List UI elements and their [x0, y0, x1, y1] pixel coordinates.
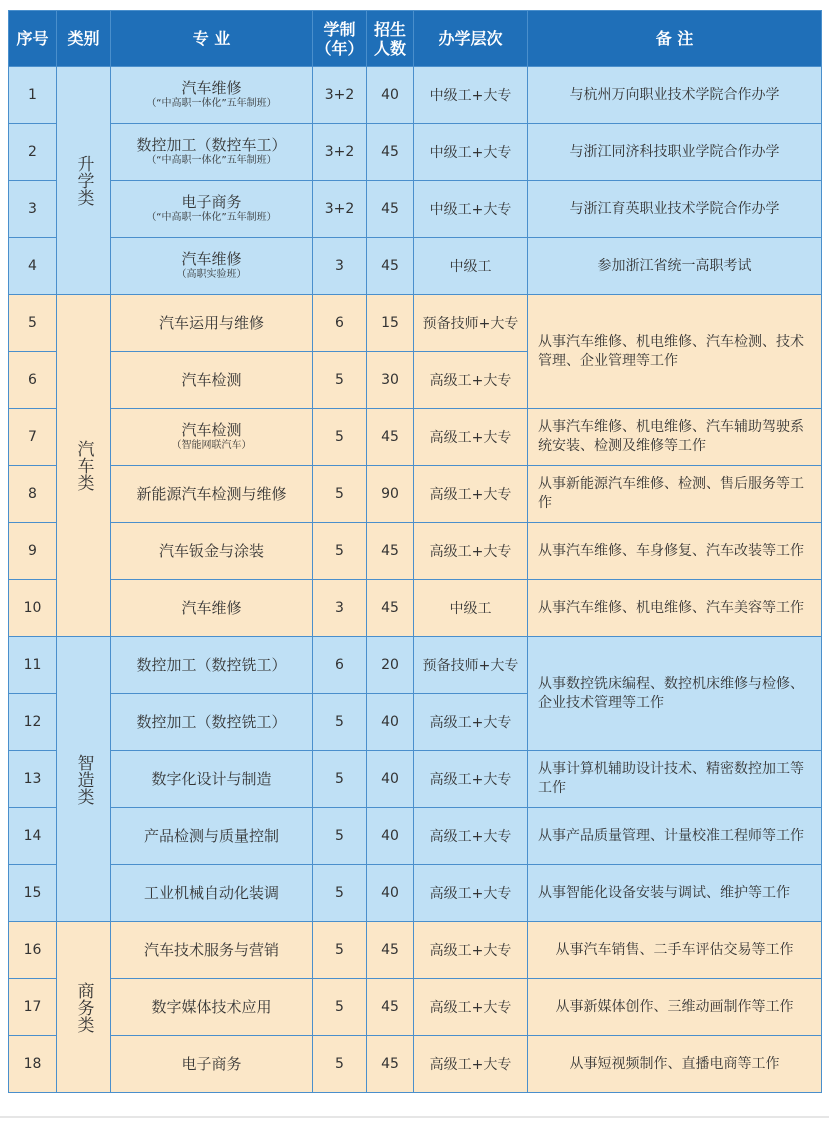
major-name: 数控加工（数控车工）: [136, 136, 287, 154]
row-major: [111, 922, 313, 979]
table-row: [9, 67, 822, 124]
row-index: 12: [9, 694, 57, 751]
row-index: 17: [9, 979, 57, 1036]
major-name: 新能源汽车检测与维修: [136, 485, 287, 503]
row-level: 中级工+大专: [414, 124, 528, 181]
row-enroll: 20: [367, 637, 414, 694]
row-level: 中级工+大专: [414, 181, 528, 238]
row-major: [111, 523, 313, 580]
major-name: 电子商务: [181, 1055, 242, 1073]
row-major: [111, 637, 313, 694]
table-row: [9, 466, 822, 523]
row-index: 6: [9, 352, 57, 409]
row-enroll: 45: [367, 409, 414, 466]
row-enroll: 15: [367, 295, 414, 352]
row-level: 高级工+大专: [414, 922, 528, 979]
row-note: 从事智能化设备安装与调试、维护等工作: [528, 865, 822, 922]
table-row: [9, 979, 822, 1036]
table-row: [9, 523, 822, 580]
row-enroll: 40: [367, 67, 414, 124]
major-name: 汽车维修: [181, 599, 242, 617]
row-years: 5: [313, 808, 367, 865]
row-index: 8: [9, 466, 57, 523]
enrollment-table-container: [8, 10, 821, 1093]
row-major: [111, 409, 313, 466]
row-years: 6: [313, 637, 367, 694]
row-major: [111, 181, 313, 238]
row-level: 高级工+大专: [414, 808, 528, 865]
row-note: 从事汽车维修、机电维修、汽车美容等工作: [528, 580, 822, 637]
row-years: 6: [313, 295, 367, 352]
row-years: 5: [313, 523, 367, 580]
row-index: 13: [9, 751, 57, 808]
row-level: 高级工+大专: [414, 352, 528, 409]
major-name: 汽车维修: [181, 79, 242, 97]
table-row: [9, 865, 822, 922]
header-category: 类别: [57, 11, 111, 67]
row-level: 高级工+大专: [414, 523, 528, 580]
header-years: 学制（年）: [313, 11, 367, 67]
row-major: [111, 808, 313, 865]
header-enroll: 招生人数: [367, 11, 414, 67]
major-subtitle: （智能网联汽车）: [171, 440, 252, 451]
row-years: 5: [313, 751, 367, 808]
row-note: 从事计算机辅助设计技术、精密数控加工等工作: [528, 751, 822, 808]
header-major: 专 业: [111, 11, 313, 67]
row-years: 5: [313, 979, 367, 1036]
row-note: 从事数控铣床编程、数控机床维修与检修、企业技术管理等工作: [528, 637, 822, 751]
row-enroll: 40: [367, 751, 414, 808]
table-row: [9, 238, 822, 295]
major-name: 数字化设计与制造: [151, 770, 272, 788]
major-subtitle: （“中高职一体化”五年制班）: [146, 212, 277, 223]
row-enroll: 90: [367, 466, 414, 523]
row-note: 从事汽车销售、二手车评估交易等工作: [528, 922, 822, 979]
row-years: 5: [313, 352, 367, 409]
row-years: 5: [313, 409, 367, 466]
category-cell: 商务类: [57, 922, 111, 1093]
row-note: 从事汽车维修、机电维修、汽车检测、技术管理、企业管理等工作: [528, 295, 822, 409]
row-index: 14: [9, 808, 57, 865]
row-major: [111, 694, 313, 751]
row-major: [111, 1036, 313, 1093]
major-name: 汽车维修: [181, 250, 242, 268]
row-index: 4: [9, 238, 57, 295]
row-index: 1: [9, 67, 57, 124]
row-years: 3: [313, 580, 367, 637]
page-bottom-divider: [0, 1116, 829, 1118]
row-major: [111, 865, 313, 922]
major-name: 工业机械自动化装调: [143, 884, 279, 902]
row-enroll: 45: [367, 580, 414, 637]
row-level: 预备技师+大专: [414, 295, 528, 352]
table-row: [9, 1036, 822, 1093]
row-years: 3+2: [313, 181, 367, 238]
major-name: 数字媒体技术应用: [151, 998, 272, 1016]
row-note: 从事新媒体创作、三维动画制作等工作: [528, 979, 822, 1036]
row-level: 高级工+大专: [414, 466, 528, 523]
row-index: 3: [9, 181, 57, 238]
row-enroll: 30: [367, 352, 414, 409]
row-major: [111, 295, 313, 352]
row-enroll: 40: [367, 694, 414, 751]
row-years: 5: [313, 922, 367, 979]
major-subtitle: （“中高职一体化”五年制班）: [146, 155, 277, 166]
row-major: [111, 580, 313, 637]
row-level: 高级工+大专: [414, 1036, 528, 1093]
row-major: [111, 124, 313, 181]
row-enroll: 45: [367, 922, 414, 979]
row-level: 中级工: [414, 580, 528, 637]
table-row: [9, 181, 822, 238]
major-name: 产品检测与质量控制: [143, 827, 279, 845]
row-enroll: 45: [367, 124, 414, 181]
row-major: [111, 352, 313, 409]
row-level: 高级工+大专: [414, 865, 528, 922]
table-row: [9, 124, 822, 181]
header-note: 备 注: [528, 11, 822, 67]
major-name: 汽车技术服务与营销: [143, 941, 279, 959]
row-major: [111, 238, 313, 295]
row-note: 从事汽车维修、车身修复、汽车改装等工作: [528, 523, 822, 580]
category-cell: 汽车类: [57, 295, 111, 637]
row-index: 10: [9, 580, 57, 637]
row-enroll: 45: [367, 979, 414, 1036]
table-row: [9, 922, 822, 979]
row-index: 5: [9, 295, 57, 352]
enrollment-table: [8, 10, 822, 1093]
row-enroll: 45: [367, 238, 414, 295]
row-enroll: 45: [367, 181, 414, 238]
row-note: 从事短视频制作、直播电商等工作: [528, 1036, 822, 1093]
category-cell: 升学类: [57, 67, 111, 295]
row-level: 高级工+大专: [414, 694, 528, 751]
header-index: 序号: [9, 11, 57, 67]
row-years: 3+2: [313, 124, 367, 181]
row-index: 7: [9, 409, 57, 466]
row-note: 与杭州万向职业技术学院合作办学: [528, 67, 822, 124]
major-subtitle: （“中高职一体化”五年制班）: [146, 98, 277, 109]
row-index: 16: [9, 922, 57, 979]
row-note: 与浙江育英职业技术学院合作办学: [528, 181, 822, 238]
major-name: 数控加工（数控铣工）: [136, 656, 287, 674]
row-major: [111, 979, 313, 1036]
row-enroll: 40: [367, 808, 414, 865]
row-years: 5: [313, 1036, 367, 1093]
row-index: 18: [9, 1036, 57, 1093]
row-index: 2: [9, 124, 57, 181]
row-major: [111, 751, 313, 808]
row-note: 参加浙江省统一高职考试: [528, 238, 822, 295]
row-level: 高级工+大专: [414, 409, 528, 466]
row-level: 中级工: [414, 238, 528, 295]
major-name: 汽车检测: [181, 421, 242, 439]
row-years: 3+2: [313, 67, 367, 124]
table-row: [9, 295, 822, 352]
table-row: [9, 580, 822, 637]
row-note: 与浙江同济科技职业学院合作办学: [528, 124, 822, 181]
table-row: [9, 637, 822, 694]
row-level: 高级工+大专: [414, 979, 528, 1036]
major-name: 电子商务: [181, 193, 242, 211]
major-subtitle: （高职实验班）: [176, 269, 247, 280]
row-years: 3: [313, 238, 367, 295]
row-index: 9: [9, 523, 57, 580]
table-row: [9, 808, 822, 865]
row-years: 5: [313, 865, 367, 922]
header-row: [9, 11, 822, 67]
row-level: 预备技师+大专: [414, 637, 528, 694]
row-enroll: 45: [367, 1036, 414, 1093]
row-level: 中级工+大专: [414, 67, 528, 124]
row-years: 5: [313, 694, 367, 751]
major-name: 汽车钣金与涂装: [158, 542, 264, 560]
major-name: 汽车运用与维修: [158, 314, 264, 332]
header-level: 办学层次: [414, 11, 528, 67]
row-index: 15: [9, 865, 57, 922]
row-note: 从事产品质量管理、计量校准工程师等工作: [528, 808, 822, 865]
row-note: 从事新能源汽车维修、检测、售后服务等工作: [528, 466, 822, 523]
row-level: 高级工+大专: [414, 751, 528, 808]
table-row: [9, 409, 822, 466]
table-row: [9, 751, 822, 808]
row-enroll: 45: [367, 523, 414, 580]
row-note: 从事汽车维修、机电维修、汽车辅助驾驶系统安装、检测及维修等工作: [528, 409, 822, 466]
major-name: 汽车检测: [181, 371, 242, 389]
row-major: [111, 466, 313, 523]
row-years: 5: [313, 466, 367, 523]
row-index: 11: [9, 637, 57, 694]
row-major: [111, 67, 313, 124]
category-cell: 智造类: [57, 637, 111, 922]
major-name: 数控加工（数控铣工）: [136, 713, 287, 731]
row-enroll: 40: [367, 865, 414, 922]
